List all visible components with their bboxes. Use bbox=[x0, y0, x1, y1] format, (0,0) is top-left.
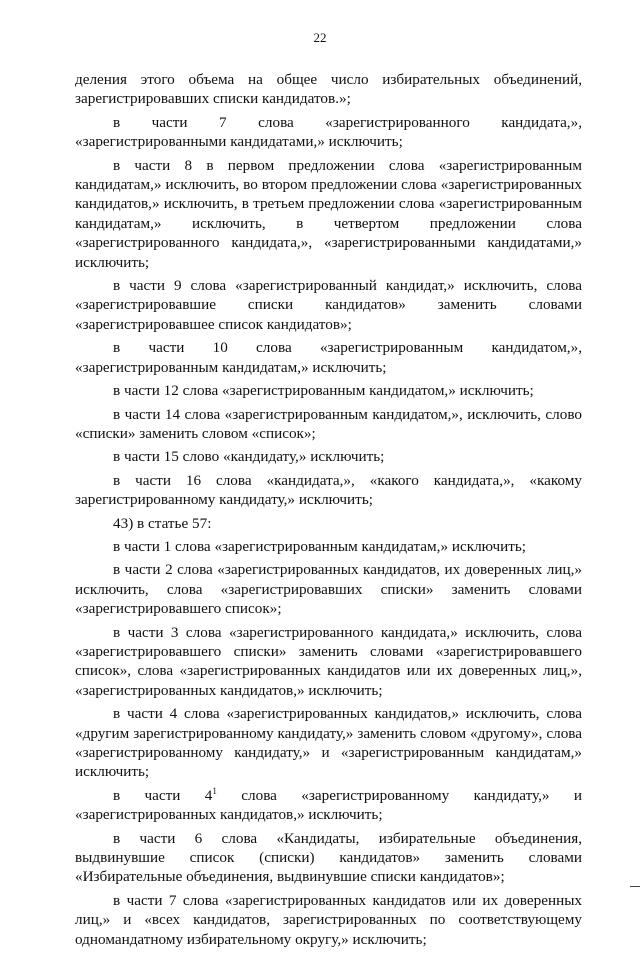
paragraph: в части 3 слова «зарегистрированного кандидата,» исключить, слова «зарегистрировавшего списки» заменить словами «зарегистрировавшего список», слова «зарегистрированных кандидатов или их доверенных лиц,», «зарегистрированных кандидатов,» исключить; bbox=[75, 623, 582, 699]
paragraph: в части 14 слова «зарегистрированным кандидатом,», исключить, слово «списки» заменить словом «список»; bbox=[75, 405, 582, 442]
paragraph: в части 7 слова «зарегистрированных кандидатов или их доверенных лиц,» и «всех кандидатов, зарегистрированных по соответствующему одномандатному избирательному округу,» исключить; bbox=[75, 891, 582, 948]
paragraph: в части 10 слова «зарегистрированным кандидатом,», «зарегистрированным кандидатам,» исключить; bbox=[75, 339, 582, 376]
paragraph: в части 4 слова «зарегистрированных кандидатов,» исключить, слова «другим зарегистрированному кандидату,» заменить словом «другому», слова «зарегистрированному кандидату,» и «зарегистрированным кандидатам,» исключить; bbox=[75, 705, 582, 781]
page-number: 22 bbox=[313, 30, 327, 45]
article-heading: 43) в статье 57: bbox=[113, 514, 212, 532]
paragraph: в части 8 в первом предложении слова «зарегистрированным кандидатам,» исключить, во втором предложении слова «зарегистрированных кандидатов,» исключить, в третьем предложении слова «зарегистрированным кандидатам,» исключить, в четвертом предложении слова «зарегистрированного кандидата,», «зарегистрированными кандидатами,» исключить; bbox=[75, 156, 582, 271]
paragraph bbox=[75, 786, 582, 825]
paragraph: деления этого объема на общее число избирательных объединений, зарегистрировавших списки кандидатов.»; bbox=[75, 71, 582, 108]
paragraph: в части 7 слова «зарегистрированного кандидата,», «зарегистрированными кандидатами,» исключить; bbox=[75, 113, 582, 151]
paragraph-text-end: слова «зарегистрированному кандидату,» и «зарегистрированных кандидатов,» исключить; bbox=[75, 786, 582, 824]
paragraph: в части 9 слова «зарегистрированный кандидат,» исключить, слова «зарегистрировавшие списки кандидатов» заменить словами «зарегистрировавшее список кандидатов»; bbox=[75, 277, 582, 333]
document-body bbox=[75, 70, 582, 953]
paragraph: в части 12 слова «зарегистрированным кандидатом,» исключить; bbox=[113, 382, 534, 400]
paragraph: в части 16 слова «кандидата,», «какого кандидата,», «какому зарегистрированному кандидату,» исключить; bbox=[75, 471, 582, 509]
paragraph: в части 6 слова «Кандидаты, избирательные объединения, выдвинувшие список (списки) кандидатов» заменить словами «Избирательные объединения, выдвинувшие списки кандидатов»; bbox=[75, 829, 582, 886]
paragraph: в части 1 слова «зарегистрированным кандидатам,» исключить; bbox=[113, 537, 526, 555]
paragraph-text-start: в части 4 bbox=[113, 786, 213, 804]
scan-edge-mark bbox=[630, 886, 640, 887]
paragraph: в части 2 слова «зарегистрированных кандидатов, их доверенных лиц,» исключить, слова «зарегистрировавших списки» заменить словами «зарегистрировавшего список»; bbox=[75, 561, 582, 618]
paragraph: в части 15 слово «кандидату,» исключить; bbox=[113, 448, 385, 466]
superscript: 1 bbox=[212, 785, 217, 796]
